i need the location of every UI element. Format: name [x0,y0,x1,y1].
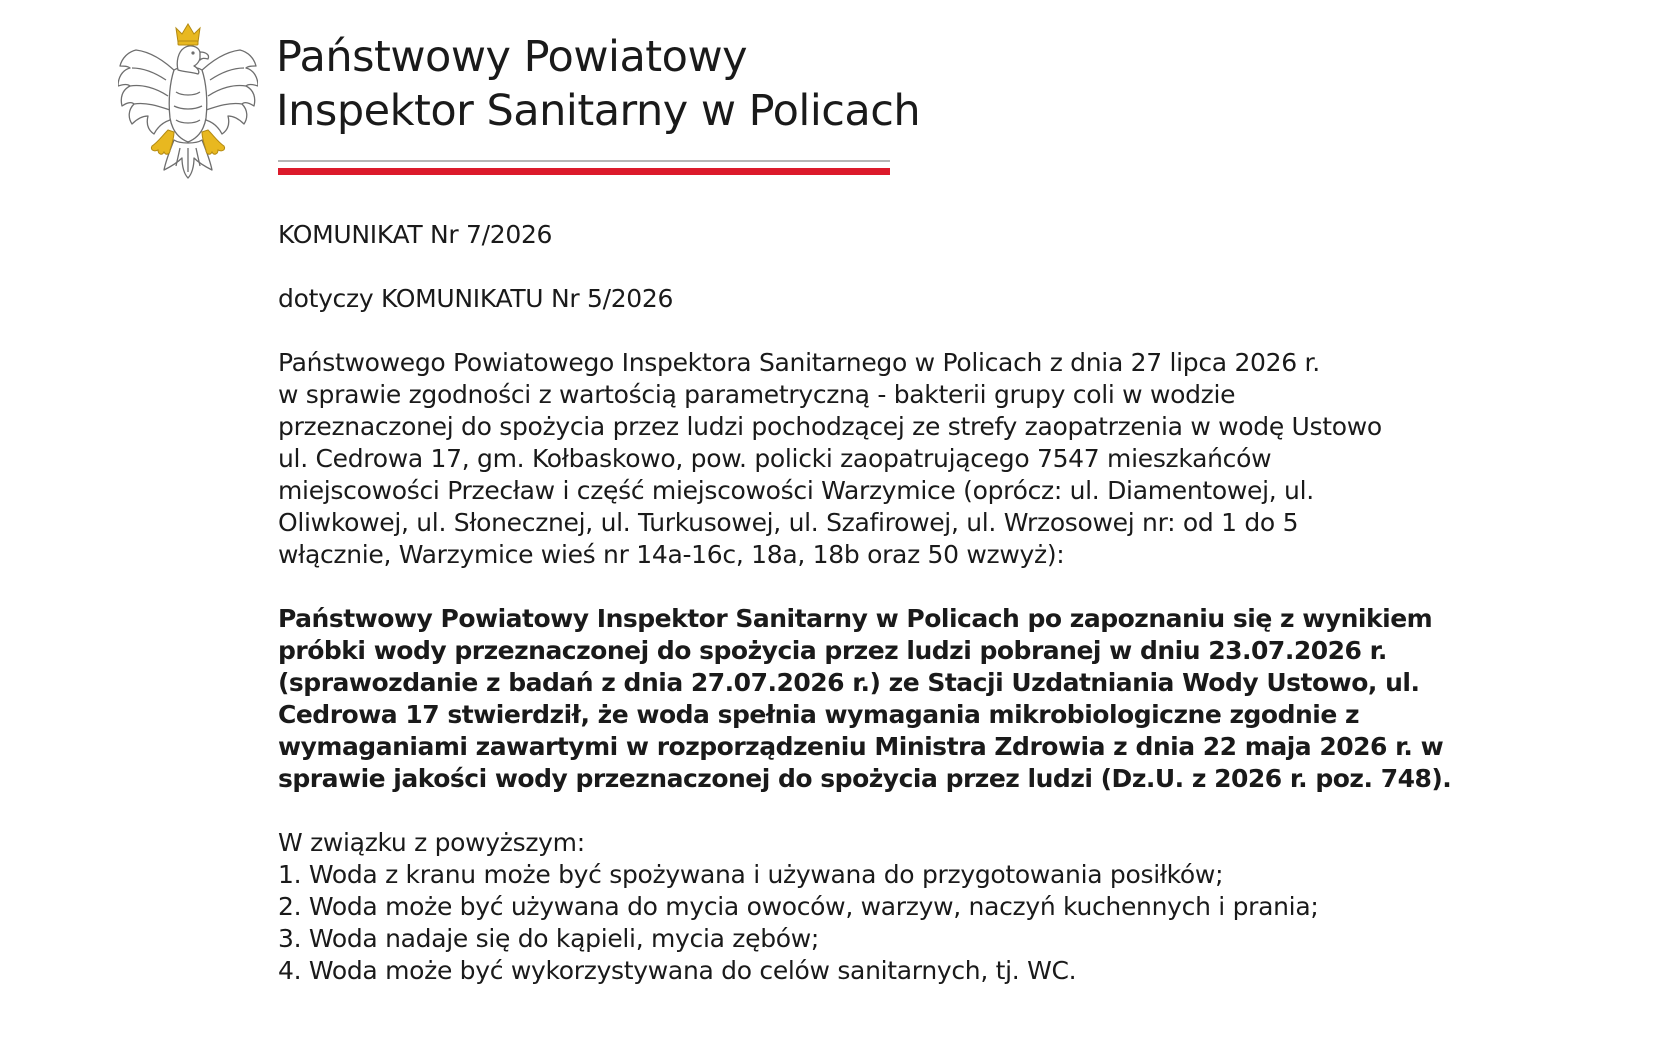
conclusion-item: 1. Woda z kranu może być spożywana i używana do przygotowania posiłków; [278,860,1224,889]
intro-line: przeznaczonej do spożycia przez ludzi pochodzącej ze strefy zaopatrzenia w wodę Ustowo [278,412,1382,441]
institution-title [276,30,920,138]
intro-line: Oliwkowej, ul. Słonecznej, ul. Turkusowej, ul. Szafirowej, ul. Wrzosowej nr: od 1 do 5 [278,508,1299,537]
document-reference: dotyczy KOMUNIKATU Nr 5/2026 [278,284,674,313]
header-divider-red [278,168,890,175]
decision-line: sprawie jakości wody przeznaczonej do spożycia przez ludzi (Dz.U. z 2026 r. poz. 748). [278,764,1452,793]
conclusion-item: 4. Woda może być wykorzystywana do celów sanitarnych, tj. WC. [278,956,1077,985]
conclusion-item: 3. Woda nadaje się do kąpieli, mycia zębów; [278,924,820,953]
intro-line: włącznie, Warzymice wieś nr 14a-16c, 18a, 18b oraz 50 wzwyż): [278,540,1065,569]
conclusion-item: 2. Woda może być używana do mycia owoców, warzyw, naczyń kuchennych i prania; [278,892,1319,921]
decision-line: wymaganiami zawartymi w rozporządzeniu Ministra Zdrowia z dnia 22 maja 2026 r. w [278,732,1444,761]
decision-line: próbki wody przeznaczonej do spożycia przez ludzi pobranej w dniu 23.07.2026 r. [278,636,1387,665]
document-title: KOMUNIKAT Nr 7/2026 [278,220,553,249]
header-divider-grey [278,160,890,162]
intro-line: Państwowego Powiatowego Inspektora Sanitarnego w Policach z dnia 27 lipca 2026 r. [278,348,1320,377]
intro-line: miejscowości Przecław i część miejscowości Warzymice (oprócz: ul. Diamentowej, ul. [278,476,1314,505]
polish-white-eagle-emblem-icon [118,22,258,180]
intro-line: ul. Cedrowa 17, gm. Kołbaskowo, pow. policki zaopatrującego 7547 mieszkańców [278,444,1272,473]
intro-line: w sprawie zgodności z wartością parametryczną - bakterii grupy coli w wodzie [278,380,1236,409]
institution-title-line-2: Inspektor Sanitarny w Policach [276,86,921,136]
conclusion-heading: W związku z powyższym: [278,828,585,857]
decision-line: (sprawozdanie z badań z dnia 27.07.2026 r.) ze Stacji Uzdatniania Wody Ustowo, ul. [278,668,1420,697]
decision-line: Cedrowa 17 stwierdził, że woda spełnia wymagania mikrobiologiczne zgodnie z [278,700,1360,729]
institution-title-line-1: Państwowy Powiatowy [276,32,748,82]
decision-line: Państwowy Powiatowy Inspektor Sanitarny w Policach po zapoznaniu się z wynikiem [278,604,1433,633]
